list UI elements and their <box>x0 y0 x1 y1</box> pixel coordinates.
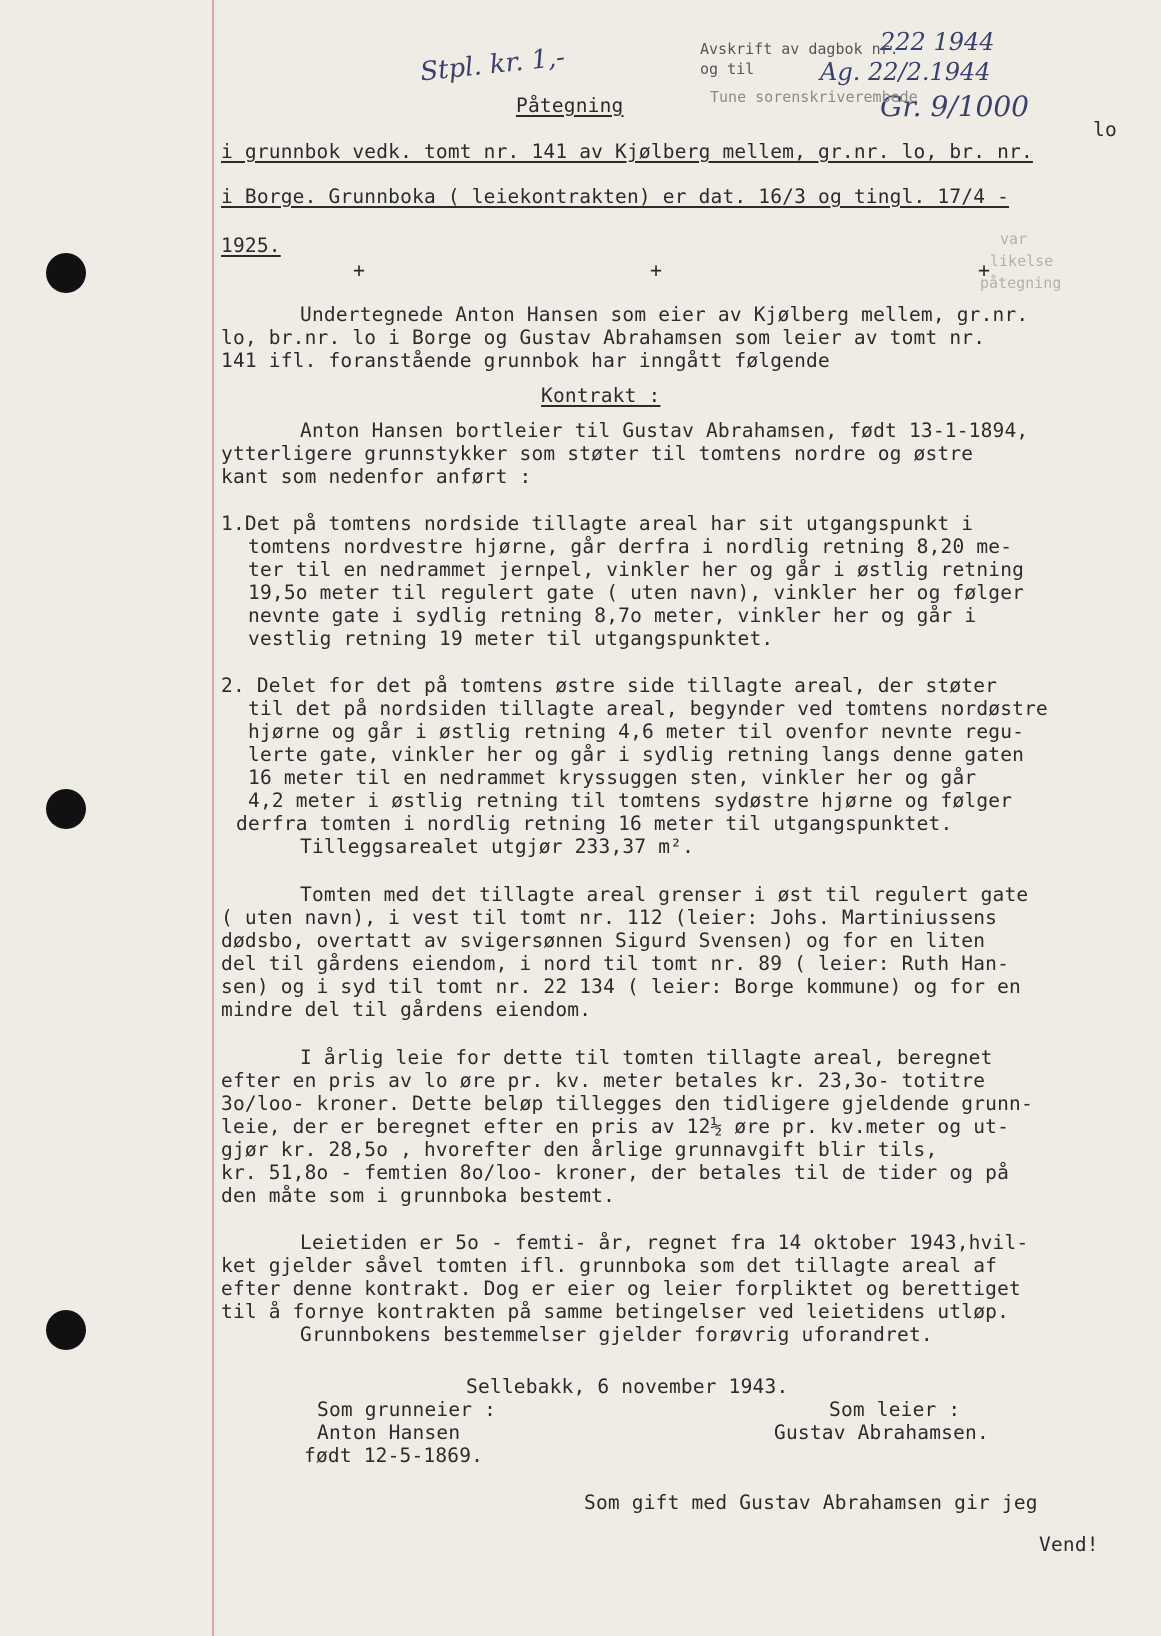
paragraph-line: leie, der er beregnet efter en pris av 12½ øre pr. kv.meter og ut- <box>221 1115 1010 1138</box>
paragraph-line: I årlig leie for dette til tomten tillagte areal, beregnet <box>300 1046 993 1069</box>
item2-line: derfra tomten i nordlig retning 16 meter til utgangspunktet. <box>236 812 953 835</box>
paragraph-line: Leietiden er 5o - femti- år, regnet fra 14 oktober 1943,hvil- <box>300 1231 1029 1254</box>
handwritten-stamp-date: Ag. 22/2.1944 <box>820 58 991 86</box>
paragraph-line: ket gjelder såvel tomten ifl. grunnboka som det tillagte areal af <box>221 1254 998 1277</box>
paragraph-line: efter en pris av lo øre pr. kv. meter betales kr. 23,3o- totitre <box>221 1069 986 1092</box>
item1-line: vestlig retning 19 meter til utgangspunktet. <box>248 627 774 650</box>
place-date: Sellebakk, 6 november 1943. <box>466 1375 789 1398</box>
ghost-text-2: likelse <box>990 252 1054 270</box>
paragraph-line: sen) og i syd til tomt nr. 22 134 ( leier: Borge kommune) og for en <box>221 975 1021 998</box>
item2-line: 16 meter til en nedrammet kryssuggen sten, vinkler her og går <box>248 766 977 789</box>
margin-line <box>212 0 214 1636</box>
turn-over-note: Vend! <box>1039 1533 1099 1556</box>
intro-line-3: 1925. <box>221 234 281 257</box>
ghost-text-1: var <box>1000 230 1028 248</box>
paragraph-line: del til gårdens eiendom, i nord til tomt nr. 89 ( leier: Ruth Han- <box>221 952 1010 975</box>
owner-role: Som grunneier : <box>317 1398 497 1421</box>
item2-line: 2. Delet for det på tomtens østre side tillagte areal, der støter <box>221 674 998 697</box>
paragraph-line: Tomten med det tillagte areal grenser i øst til regulert gate <box>300 883 1029 906</box>
stamp-line-3: Tune sorenskriverembede <box>710 88 918 106</box>
paragraph-line: gjør kr. 28,5o , hvorefter den årlige grunnavgift blir tils, <box>221 1138 938 1161</box>
tenant-role: Som leier : <box>829 1398 961 1421</box>
intro-line-2: i Borge. Grunnboka ( leiekontrakten) er dat. 16/3 og tingl. 17/4 - <box>221 185 1010 208</box>
paragraph-line: ( uten navn), i vest til tomt nr. 112 (leier: Johs. Martiniussens <box>221 906 998 929</box>
owner-name: Anton Hansen <box>317 1421 461 1444</box>
spouse-consent: Som gift med Gustav Abrahamsen gir jeg <box>584 1491 1038 1514</box>
binder-hole-top <box>46 253 86 293</box>
document-title: Påtegning <box>516 94 624 117</box>
stamp-line-1: Avskrift av dagbok nr. <box>700 40 899 58</box>
item2-line: lerte gate, vinkler her og går i sydlig retning langs denne gaten <box>248 743 1025 766</box>
contract-title: Kontrakt : <box>541 384 661 407</box>
separator-mark: + <box>650 258 663 282</box>
item1-line: nevnte gate i sydlig retning 8,7o meter, vinkler her og går i <box>248 604 977 627</box>
margin-note: lo <box>1093 118 1117 141</box>
handwritten-stamp-number: 222 1944 <box>880 28 995 56</box>
item1-line: 19,5o meter til regulert gate ( uten navn), vinkler her og følger <box>248 581 1025 604</box>
paragraph-line: kr. 51,8o - femtien 8o/loo- kroner, der betales til de tider og på <box>221 1161 1010 1184</box>
item2-line: Tilleggsarealet utgjør 233,37 m². <box>300 835 695 858</box>
intro-line-1: i grunnbok vedk. tomt nr. 141 av Kjølberg mellem, gr.nr. lo, br. nr. <box>221 140 1033 163</box>
binder-hole-bottom <box>46 1310 86 1350</box>
paragraph-line: 141 ifl. foranstående grunnbok har inngått følgende <box>221 349 830 372</box>
paragraph-line: den måte som i grunnboka bestemt. <box>221 1184 616 1207</box>
binder-hole-middle <box>46 789 86 829</box>
paragraph-line: 3o/loo- kroner. Dette beløp tillegges den tidligere gjeldende grunn- <box>221 1092 1033 1115</box>
paragraph-line: ytterligere grunnstykker som støter til tomtens nordre og østre <box>221 442 974 465</box>
paragraph-line: Grunnbokens bestemmelser gjelder forøvrig uforandret. <box>300 1323 933 1346</box>
paragraph-line: til å fornye kontrakten på samme betingelser ved leietidens utløp. <box>221 1300 1010 1323</box>
ghost-text-3: påtegning <box>980 274 1062 292</box>
item1-line: 1.Det på tomtens nordside tillagte areal har sit utgangspunkt i <box>221 512 974 535</box>
paragraph-line: lo, br.nr. lo i Borge og Gustav Abrahamsen som leier av tomt nr. <box>221 326 986 349</box>
tenant-name: Gustav Abrahamsen. <box>774 1421 989 1444</box>
item1-line: tomtens nordvestre hjørne, går derfra i nordlig retning 8,20 me- <box>248 535 1013 558</box>
paragraph-line: kant som nedenfor anført : <box>221 465 532 488</box>
item2-line: til det på nordsiden tillagte areal, begynder ved tomtens nordøstre <box>248 697 1048 720</box>
item2-line: 4,2 meter i østlig retning til tomtens sydøstre hjørne og følger <box>248 789 1013 812</box>
handwritten-signature: Gr. 9/1000 <box>880 90 1029 123</box>
owner-birth: født 12-5-1869. <box>304 1444 484 1467</box>
paragraph-line: Undertegnede Anton Hansen som eier av Kjølberg mellem, gr.nr. <box>300 303 1029 326</box>
separator-mark: + <box>353 258 366 282</box>
separator-mark: + <box>978 258 991 282</box>
handwritten-stamp-duty: Stpl. kr. 1,- <box>418 42 567 88</box>
item1-line: ter til en nedrammet jernpel, vinkler her og går i østlig retning <box>248 558 1025 581</box>
paragraph-line: Anton Hansen bortleier til Gustav Abrahamsen, født 13-1-1894, <box>300 419 1029 442</box>
stamp-line-2: og til <box>700 60 755 78</box>
item2-line: hjørne og går i østlig retning 4,6 meter til ovenfor nevnte regu- <box>248 720 1025 743</box>
paragraph-line: dødsbo, overtatt av svigersønnen Sigurd Svensen) og for en liten <box>221 929 986 952</box>
paragraph-line: efter denne kontrakt. Dog er eier og leier forpliktet og berettiget <box>221 1277 1021 1300</box>
paragraph-line: mindre del til gårdens eiendom. <box>221 998 592 1021</box>
